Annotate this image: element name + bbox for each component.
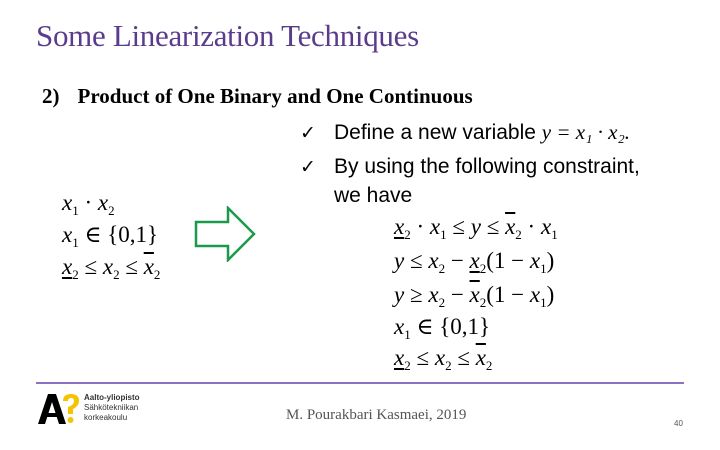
math-line-binary: $x_1$ ∈ {0,1} bbox=[394, 314, 491, 342]
math-line-y-bounds: $x_2 \cdot x_1 \le y \le \overline{x}_2 \cdot x_1$ bbox=[394, 214, 558, 242]
slide-title: Some Linearization Techniques bbox=[36, 18, 419, 53]
subtitle-number: 2) bbox=[42, 84, 60, 108]
math-line-bounds: $x_2 \le x_2 \le \overline{x}_2$ bbox=[62, 254, 161, 282]
logo-line: korkeakoulu bbox=[84, 413, 128, 422]
page-number: 40 bbox=[674, 419, 683, 428]
checkmark-icon: ✓ bbox=[300, 156, 316, 178]
logo-line: Aalto-yliopisto bbox=[84, 393, 140, 402]
bullet-text: Define a new variable bbox=[334, 121, 542, 144]
math-line-x2-bounds: $x_2 \le x_2 \le \overline{x}_2$ bbox=[394, 345, 493, 373]
logo-text bbox=[84, 393, 140, 423]
logo-line: Sähkötekniikan bbox=[84, 403, 139, 412]
bullet-define-variable bbox=[300, 120, 630, 145]
subtitle-text: Product of One Binary and One Continuous bbox=[77, 84, 473, 108]
footer-author: M. Pourakbari Kasmaei, 2019 bbox=[286, 407, 467, 423]
bullet-constraint bbox=[300, 155, 640, 179]
right-arrow-outline-icon bbox=[194, 206, 256, 262]
bullet-continuation bbox=[334, 184, 412, 208]
math-line-y-upper: $y \le x_2 - x_2(1 - x_1)$ bbox=[394, 248, 555, 276]
math-line-product: $x_1 \cdot x_2$ bbox=[62, 190, 115, 218]
checkmark-icon: ✓ bbox=[300, 122, 316, 144]
footer-divider bbox=[36, 382, 684, 384]
math-line-binary: $x_1$ ∈ {0,1} bbox=[62, 222, 159, 250]
bullet-text: we have bbox=[334, 184, 413, 207]
slide-subtitle bbox=[42, 84, 473, 109]
bullet-math: y = x₁ · x₂. bbox=[541, 120, 631, 144]
bullet-text: By using the following constraint, bbox=[334, 155, 640, 178]
aalto-logo-icon bbox=[36, 392, 80, 426]
math-line-y-lower: $y \ge x_2 - \overline{x}_2(1 - x_1)$ bbox=[394, 282, 555, 310]
